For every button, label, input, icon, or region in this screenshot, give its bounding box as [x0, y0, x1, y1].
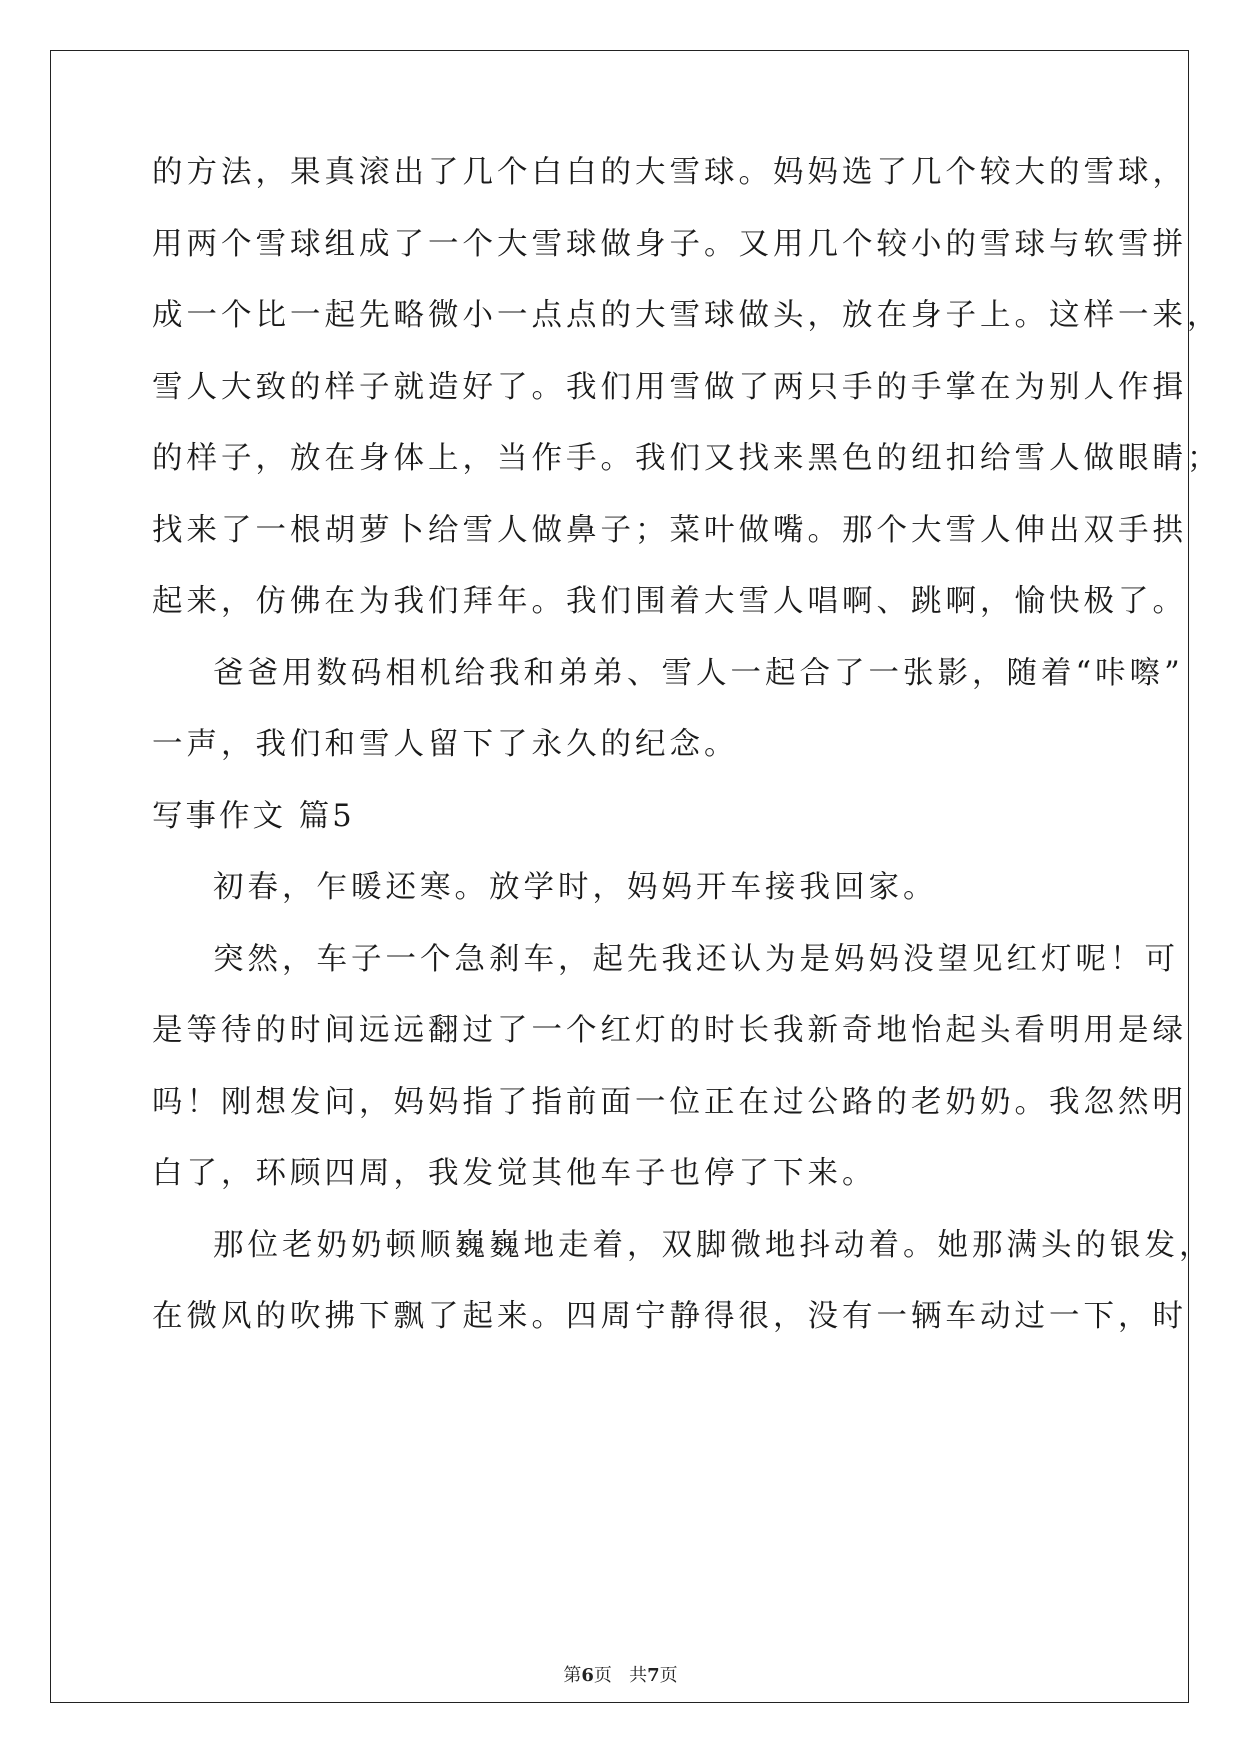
- page-number: 6: [581, 1665, 594, 1686]
- body-line-5: 的样子，放在身体上，当作手。我们又找来黑色的纽扣给雪人做眼睛；: [152, 441, 1222, 476]
- body-line-9: 一声，我们和雪人留下了永久的纪念。: [152, 727, 739, 762]
- body-line-11: 突然，车子一个急刹车，起先我还认为是妈妈没望见红灯呢！可: [213, 942, 1179, 977]
- body-line-10: 初春，乍暖还寒。放学时，妈妈开车接我回家。: [213, 870, 938, 905]
- body-line-2: 用两个雪球组成了一个大雪球做身子。又用几个较小的雪球与软雪拼: [152, 227, 1187, 262]
- body-line-12: 是等待的时间远远翻过了一个红灯的时长我新奇地怡起头看明用是绿: [152, 1013, 1187, 1048]
- page-footer: [0, 1664, 1241, 1688]
- section-heading: 写事作文 篇5: [152, 799, 355, 834]
- body-line-7: 起来，仿佛在为我们拜年。我们围着大雪人唱啊、跳啊，愉快极了。: [152, 584, 1187, 619]
- page-label-prefix: 第: [563, 1665, 582, 1686]
- body-line-14: 白了，环顾四周，我发觉其他车子也停了下来。: [152, 1156, 877, 1191]
- body-line-8: 爸爸用数码相机给我和弟弟、雪人一起合了一张影，随着“咔嚓”: [213, 656, 1184, 691]
- body-line-16: 在微风的吹拂下飘了起来。四周宁静得很，没有一辆车动过一下，时: [152, 1299, 1187, 1334]
- body-line-6: 找来了一根胡萝卜给雪人做鼻子；菜叶做嘴。那个大雪人伸出双手拱: [152, 513, 1187, 548]
- total-label-prefix: 共: [629, 1665, 648, 1686]
- total-pages: 7: [647, 1665, 660, 1686]
- total-label-suffix: 页: [659, 1665, 678, 1686]
- body-line-13: 吗！刚想发问，妈妈指了指前面一位正在过公路的老奶奶。我忽然明: [152, 1085, 1187, 1120]
- body-line-4: 雪人大致的样子就造好了。我们用雪做了两只手的手掌在为别人作揖: [152, 370, 1187, 405]
- body-line-15: 那位老奶奶顿顺巍巍地走着，双脚微地抖动着。她那满头的银发，: [213, 1228, 1214, 1263]
- page-label-suffix: 页: [593, 1665, 612, 1686]
- body-line-3: 成一个比一起先略微小一点点的大雪球做头，放在身子上。这样一来，: [152, 298, 1222, 333]
- body-line-1: 的方法，果真滚出了几个白白的大雪球。妈妈选了几个较大的雪球，: [152, 155, 1187, 190]
